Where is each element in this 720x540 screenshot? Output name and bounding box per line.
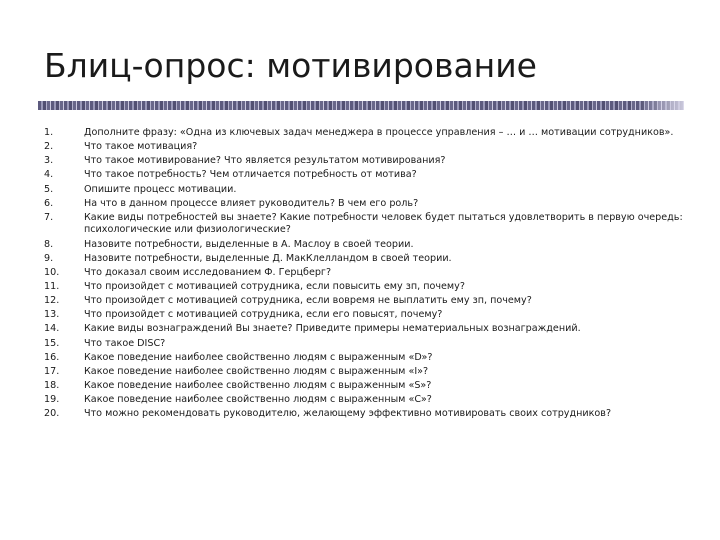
list-item (44, 267, 684, 280)
item-text: Что такое мотивирование? Что является результатом мотивирования? (84, 155, 446, 167)
list-item (44, 309, 684, 322)
list-item (44, 408, 684, 421)
list-item (44, 380, 684, 393)
list-item (44, 239, 684, 252)
item-number: 1. (44, 127, 54, 138)
item-text: Что доказал своим исследованием Ф. Герцберг? (84, 266, 332, 278)
item-number: 12. (44, 295, 60, 307)
item-number: 13. (44, 309, 60, 321)
item-number: 20. (44, 408, 60, 420)
item-number: 16. (44, 351, 60, 363)
question-list (44, 127, 684, 422)
list-item (44, 127, 684, 140)
list-item (44, 394, 684, 407)
item-number: 9. (44, 252, 54, 264)
item-text: На что в данном процессе влияет руководитель? В чем его роль? (84, 197, 419, 209)
title-divider (38, 101, 684, 110)
list-item (44, 295, 684, 308)
list-item (44, 198, 684, 211)
item-text: Что произойдет с мотивацией сотрудника, если его повысят, почему? (84, 309, 443, 321)
item-text: Какое поведение наиболее свойственно людям с выраженным «C»? (84, 394, 432, 406)
list-item (44, 169, 684, 182)
list-item (44, 352, 684, 365)
item-number: 3. (44, 155, 54, 167)
item-text: Что можно рекомендовать руководителю, желающему эффективно мотивировать своих сотрудников? (84, 408, 612, 420)
item-number: 8. (44, 238, 54, 250)
item-text: Что произойдет с мотивацией сотрудника, если вовремя не выплатить ему зп, почему? (84, 295, 532, 307)
list-item (44, 338, 684, 351)
item-number: 2. (44, 141, 54, 153)
list-item (44, 281, 684, 294)
list-item (44, 253, 684, 266)
item-text: Что такое DISC? (84, 337, 166, 349)
item-number: 17. (44, 365, 60, 377)
item-number: 5. (44, 183, 54, 195)
item-text: Какое поведение наиболее свойственно людям с выраженным «D»? (84, 351, 433, 363)
list-item (44, 212, 684, 237)
list-item (44, 184, 684, 197)
item-text: Опишите процесс мотивации. (84, 183, 237, 195)
item-text: Что такое мотивация? (84, 141, 198, 153)
item-text: Назовите потребности, выделенные в А. Маслоу в своей теории. (84, 238, 414, 250)
item-text: Какое поведение наиболее свойственно людям с выраженным «I»? (84, 365, 429, 377)
item-number: 6. (44, 197, 54, 209)
item-text: Какое поведение наиболее свойственно людям с выраженным «S»? (84, 379, 432, 391)
list-item (44, 141, 684, 154)
item-number: 7. (44, 211, 54, 223)
item-text: Какие виды вознаграждений Вы знаете? Приведите примеры нематериальных вознаграждений. (84, 323, 581, 335)
item-number: 14. (44, 323, 60, 335)
list-item (44, 366, 684, 379)
item-text: Какие виды потребностей вы знаете? Какие потребности человек будет пытаться удовлетворить в первую очередь: психологические или физиологические? (84, 211, 683, 236)
item-number: 19. (44, 394, 60, 406)
list-item (44, 155, 684, 168)
item-text: Назовите потребности, выделенные Д. МакКлелландом в своей теории. (84, 252, 452, 264)
item-number: 4. (44, 169, 54, 181)
list-item (44, 323, 684, 336)
item-number: 15. (44, 337, 60, 349)
item-number: 10. (44, 266, 60, 278)
item-number: 11. (44, 281, 60, 292)
slide-title: Блиц-опрос: мотивирование (44, 46, 537, 85)
item-number: 18. (44, 379, 60, 391)
item-text: Дополните фразу: «Одна из ключевых задач менеджера в процессе управления – … и … мотивации сотрудников». (84, 127, 674, 138)
item-text: Что произойдет с мотивацией сотрудника, если повысить ему зп, почему? (84, 281, 465, 292)
item-text: Что такое потребность? Чем отличается потребность от мотива? (84, 169, 417, 181)
